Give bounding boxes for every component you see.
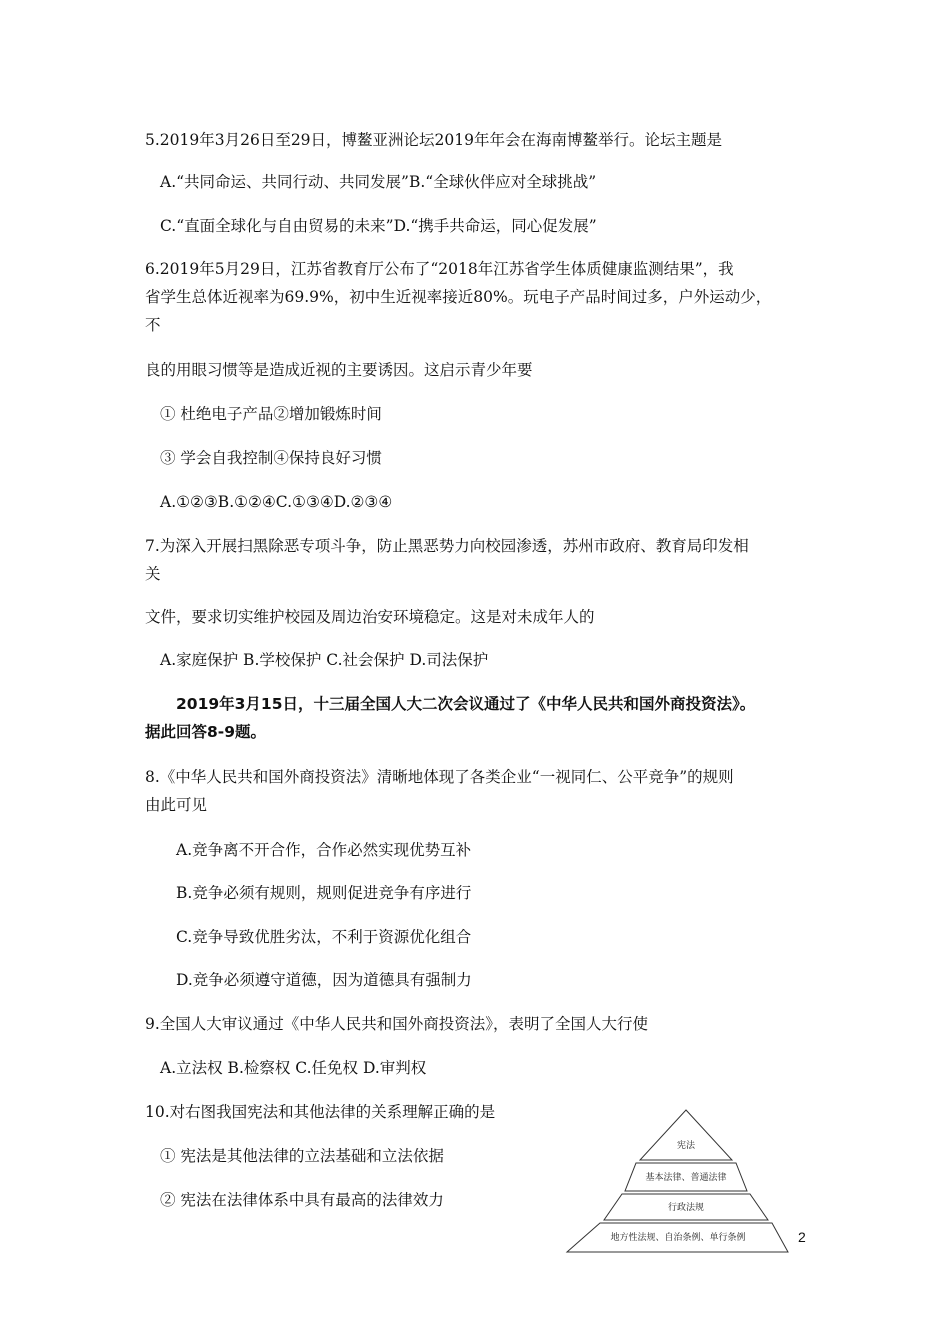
q8-stem-line-1: 8.《中华人民共和国外商投资法》清晰地体现了各类企业“一视同仁、公平竞争”的规则 bbox=[145, 768, 734, 786]
q7-options: A.家庭保护 B.学校保护 C.社会保护 D.司法保护 bbox=[160, 651, 489, 669]
q8-option-b: B.竞争必须有规则，规则促进竞争有序进行 bbox=[176, 884, 472, 902]
q6-items-3-4: ③ 学会自我控制④保持良好习惯 bbox=[160, 449, 382, 467]
q9-stem: 9.全国人大审议通过《中华人民共和国外商投资法》，表明了全国人大行使 bbox=[145, 1015, 649, 1033]
pyramid-label-3: 行政法规 bbox=[667, 1203, 705, 1213]
q8-option-a: A.竞争离不开合作，合作必然实现优势互补 bbox=[176, 841, 472, 859]
pyramid-level-constitution bbox=[640, 1110, 732, 1160]
q10-item-2: ② 宪法在法律体系中具有最高的法律效力 bbox=[160, 1191, 444, 1209]
material-line-1: 2019年3月15日，十三届全国人大二次会议通过了《中华人民共和国外商投资法》。 bbox=[176, 695, 756, 713]
pyramid-label-2: 基本法律、普通法律 bbox=[645, 1173, 727, 1183]
q10-stem: 10.对右图我国宪法和其他法律的关系理解正确的是 bbox=[145, 1103, 496, 1121]
pyramid-label-1: 宪法 bbox=[676, 1141, 696, 1151]
q5-options-ab: A.“共同命运、共同行动、共同发展”B.“全球伙伴应对全球挑战” bbox=[160, 173, 597, 191]
q10-item-1: ① 宪法是其他法律的立法基础和立法依据 bbox=[160, 1147, 444, 1165]
q6-options: A.①②③B.①②④C.①③④D.②③④ bbox=[160, 493, 393, 511]
material-line-2: 据此回答8-9题。 bbox=[145, 723, 267, 741]
q8-option-c: C.竞争导致优胜劣汰，不利于资源优化组合 bbox=[176, 928, 472, 946]
q6-stem-line-4: 良的用眼习惯等是造成近视的主要诱因。这启示青少年要 bbox=[145, 361, 533, 379]
q6-stem-line-3: 不 bbox=[145, 316, 161, 334]
page-number: 2 bbox=[798, 1229, 806, 1245]
law-hierarchy-pyramid bbox=[560, 1108, 790, 1258]
q9-options: A.立法权 B.检察权 C.任免权 D.审判权 bbox=[160, 1059, 427, 1077]
q5-stem: 5.2019年3月26日至29日，博鳌亚洲论坛2019年年会在海南博鳌举行。论坛主题是 bbox=[145, 131, 722, 149]
q5-options-cd: C.“直面全球化与自由贸易的未来”D.“携手共命运，同心促发展” bbox=[160, 217, 597, 235]
q6-stem-line-1: 6.2019年5月29日，江苏省教育厅公布了“2018年江苏省学生体质健康监测结果”，我 bbox=[145, 260, 734, 278]
q7-stem-line-3: 文件，要求切实维护校园及周边治安环境稳定。这是对未成年人的 bbox=[145, 608, 595, 626]
pyramid-label-4: 地方性法规、自治条例、单行条例 bbox=[610, 1233, 746, 1243]
q7-stem-line-2: 关 bbox=[145, 565, 161, 583]
q6-items-1-2: ① 杜绝电子产品②增加锻炼时间 bbox=[160, 405, 382, 423]
q8-option-d: D.竞争必须遵守道德，因为道德具有强制力 bbox=[176, 971, 472, 989]
q6-stem-line-2: 省学生总体近视率为69.9%，初中生近视率接近80%。玩电子产品时间过多，户外运动少， bbox=[145, 288, 772, 306]
q8-stem-line-2: 由此可见 bbox=[145, 796, 208, 814]
q7-stem-line-1: 7.为深入开展扫黑除恶专项斗争，防止黑恶势力向校园渗透，苏州市政府、教育局印发相 bbox=[145, 537, 749, 555]
